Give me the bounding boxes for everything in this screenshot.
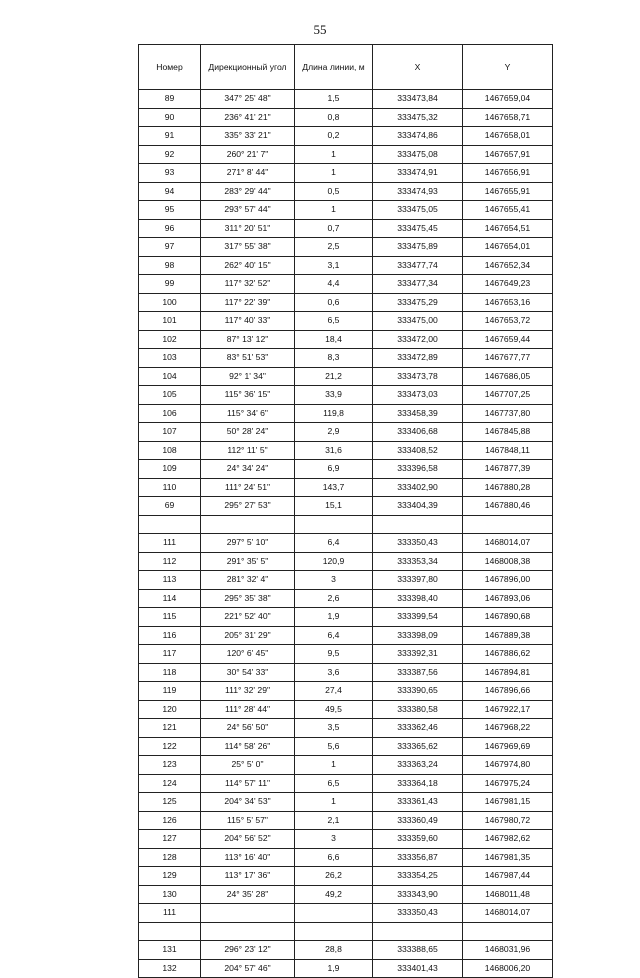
cell-line-length: 6,4 xyxy=(295,626,373,645)
cell-number: 117 xyxy=(139,645,201,664)
table-row xyxy=(139,663,553,682)
cell-bearing: 262° 40' 15" xyxy=(201,256,295,275)
cell-line-length xyxy=(295,515,373,534)
cell-x: 333387,56 xyxy=(373,663,463,682)
header-number: Номер xyxy=(139,45,201,90)
cell-line-length: 0,2 xyxy=(295,127,373,146)
cell-x: 333473,03 xyxy=(373,386,463,405)
cell-number: 114 xyxy=(139,589,201,608)
cell-y: 1467969,69 xyxy=(463,737,553,756)
cell-x: 333475,00 xyxy=(373,312,463,331)
cell-y: 1467658,01 xyxy=(463,127,553,146)
table-row xyxy=(139,552,553,571)
cell-y: 1467890,68 xyxy=(463,608,553,627)
table-row xyxy=(139,256,553,275)
cell-line-length: 6,4 xyxy=(295,534,373,553)
cell-x: 333472,00 xyxy=(373,330,463,349)
cell-y: 1467896,00 xyxy=(463,571,553,590)
cell-line-length: 120,9 xyxy=(295,552,373,571)
cell-number: 116 xyxy=(139,626,201,645)
cell-line-length: 2,5 xyxy=(295,238,373,257)
cell-x: 333390,65 xyxy=(373,682,463,701)
cell-bearing: 92° 1' 34" xyxy=(201,367,295,386)
cell-line-length: 49,5 xyxy=(295,700,373,719)
cell-x: 333365,62 xyxy=(373,737,463,756)
cell-y: 1468014,07 xyxy=(463,904,553,923)
table-row xyxy=(139,626,553,645)
cell-y: 1468006,20 xyxy=(463,959,553,978)
cell-bearing: 311° 20' 51" xyxy=(201,219,295,238)
table-row xyxy=(139,589,553,608)
cell-y: 1467845,88 xyxy=(463,423,553,442)
cell-x: 333472,89 xyxy=(373,349,463,368)
table-body xyxy=(139,90,553,978)
cell-x: 333392,31 xyxy=(373,645,463,664)
table-row xyxy=(139,941,553,960)
cell-line-length: 2,1 xyxy=(295,811,373,830)
cell-line-length: 3,6 xyxy=(295,663,373,682)
cell-line-length: 2,6 xyxy=(295,589,373,608)
table-row xyxy=(139,312,553,331)
table-row xyxy=(139,219,553,238)
cell-bearing: 297° 5' 10" xyxy=(201,534,295,553)
cell-x: 333354,25 xyxy=(373,867,463,886)
cell-number: 108 xyxy=(139,441,201,460)
table-row xyxy=(139,904,553,923)
cell-line-length: 3 xyxy=(295,571,373,590)
cell-line-length: 28,8 xyxy=(295,941,373,960)
cell-y: 1468014,07 xyxy=(463,534,553,553)
cell-bearing: 317° 55' 38" xyxy=(201,238,295,257)
cell-y: 1467987,44 xyxy=(463,867,553,886)
cell-bearing: 83° 51' 53" xyxy=(201,349,295,368)
cell-bearing: 117° 40' 33" xyxy=(201,312,295,331)
cell-number: 130 xyxy=(139,885,201,904)
cell-x: 333475,32 xyxy=(373,108,463,127)
cell-x: 333350,43 xyxy=(373,534,463,553)
cell-number: 113 xyxy=(139,571,201,590)
cell-y: 1467974,80 xyxy=(463,756,553,775)
cell-number: 91 xyxy=(139,127,201,146)
table-row xyxy=(139,848,553,867)
table-row xyxy=(139,201,553,220)
cell-number: 69 xyxy=(139,497,201,516)
cell-number: 96 xyxy=(139,219,201,238)
cell-line-length: 3,1 xyxy=(295,256,373,275)
cell-y: 1467896,66 xyxy=(463,682,553,701)
cell-number: 121 xyxy=(139,719,201,738)
cell-number: 106 xyxy=(139,404,201,423)
header-line-length: Длина линии, м xyxy=(295,45,373,90)
cell-y: 1467655,41 xyxy=(463,201,553,220)
cell-y: 1468008,38 xyxy=(463,552,553,571)
table-row xyxy=(139,922,553,941)
cell-number: 129 xyxy=(139,867,201,886)
cell-bearing xyxy=(201,922,295,941)
cell-x xyxy=(373,922,463,941)
cell-line-length: 1 xyxy=(295,793,373,812)
cell-number: 115 xyxy=(139,608,201,627)
cell-number: 120 xyxy=(139,700,201,719)
cell-bearing: 112° 11' 5" xyxy=(201,441,295,460)
cell-x: 333362,46 xyxy=(373,719,463,738)
cell-bearing: 271° 8' 44" xyxy=(201,164,295,183)
cell-y: 1467653,72 xyxy=(463,312,553,331)
table-row xyxy=(139,478,553,497)
cell-line-length: 143,7 xyxy=(295,478,373,497)
cell-bearing: 117° 32' 52" xyxy=(201,275,295,294)
cell-bearing: 283° 29' 44" xyxy=(201,182,295,201)
cell-line-length: 1 xyxy=(295,756,373,775)
cell-number: 107 xyxy=(139,423,201,442)
cell-bearing: 30° 54' 33" xyxy=(201,663,295,682)
table-row xyxy=(139,682,553,701)
cell-bearing: 113° 17' 36" xyxy=(201,867,295,886)
cell-bearing: 111° 32' 29" xyxy=(201,682,295,701)
cell-number: 131 xyxy=(139,941,201,960)
cell-y: 1467980,72 xyxy=(463,811,553,830)
cell-bearing: 24° 34' 24" xyxy=(201,460,295,479)
cell-number: 102 xyxy=(139,330,201,349)
cell-line-length: 18,4 xyxy=(295,330,373,349)
table-row xyxy=(139,645,553,664)
cell-y: 1467654,51 xyxy=(463,219,553,238)
cell-bearing: 335° 33' 21" xyxy=(201,127,295,146)
table-row xyxy=(139,885,553,904)
table-row xyxy=(139,145,553,164)
cell-bearing: 260° 21' 7" xyxy=(201,145,295,164)
cell-y: 1467659,44 xyxy=(463,330,553,349)
cell-y: 1467659,04 xyxy=(463,90,553,109)
cell-x: 333343,90 xyxy=(373,885,463,904)
table-row xyxy=(139,867,553,886)
cell-number: 127 xyxy=(139,830,201,849)
cell-number: 104 xyxy=(139,367,201,386)
cell-number: 123 xyxy=(139,756,201,775)
table-row xyxy=(139,127,553,146)
cell-y: 1467656,91 xyxy=(463,164,553,183)
cell-y: 1467737,80 xyxy=(463,404,553,423)
cell-y: 1467654,01 xyxy=(463,238,553,257)
table-row xyxy=(139,423,553,442)
cell-line-length: 119,8 xyxy=(295,404,373,423)
cell-x: 333397,80 xyxy=(373,571,463,590)
cell-bearing: 120° 6' 45" xyxy=(201,645,295,664)
cell-y: 1467886,62 xyxy=(463,645,553,664)
cell-line-length: 9,5 xyxy=(295,645,373,664)
cell-x: 333398,40 xyxy=(373,589,463,608)
cell-line-length: 6,5 xyxy=(295,774,373,793)
header-y: Y xyxy=(463,45,553,90)
cell-x: 333350,43 xyxy=(373,904,463,923)
table-row xyxy=(139,774,553,793)
cell-bearing: 115° 36' 15" xyxy=(201,386,295,405)
cell-x: 333458,39 xyxy=(373,404,463,423)
cell-y: 1467880,46 xyxy=(463,497,553,516)
cell-number: 89 xyxy=(139,90,201,109)
cell-x: 333475,05 xyxy=(373,201,463,220)
table-row xyxy=(139,515,553,534)
cell-number: 109 xyxy=(139,460,201,479)
cell-x: 333474,86 xyxy=(373,127,463,146)
cell-y: 1467652,34 xyxy=(463,256,553,275)
cell-line-length: 21,2 xyxy=(295,367,373,386)
cell-x: 333396,58 xyxy=(373,460,463,479)
cell-line-length xyxy=(295,922,373,941)
table-row xyxy=(139,238,553,257)
cell-x xyxy=(373,515,463,534)
cell-bearing: 204° 34' 53" xyxy=(201,793,295,812)
cell-x: 333408,52 xyxy=(373,441,463,460)
cell-y: 1467894,81 xyxy=(463,663,553,682)
table-row xyxy=(139,571,553,590)
cell-y: 1467889,38 xyxy=(463,626,553,645)
table-row xyxy=(139,90,553,109)
cell-bearing: 221° 52' 40" xyxy=(201,608,295,627)
cell-line-length: 33,9 xyxy=(295,386,373,405)
table-row xyxy=(139,811,553,830)
cell-line-length: 0,8 xyxy=(295,108,373,127)
cell-line-length: 1,9 xyxy=(295,608,373,627)
cell-y: 1467658,71 xyxy=(463,108,553,127)
table-row xyxy=(139,164,553,183)
cell-number: 126 xyxy=(139,811,201,830)
cell-line-length: 3,5 xyxy=(295,719,373,738)
cell-bearing: 115° 34' 6" xyxy=(201,404,295,423)
cell-line-length: 0,5 xyxy=(295,182,373,201)
cell-bearing: 114° 57' 11" xyxy=(201,774,295,793)
cell-y: 1468031,96 xyxy=(463,941,553,960)
cell-bearing: 281° 32' 4" xyxy=(201,571,295,590)
table-row xyxy=(139,719,553,738)
cell-line-length: 1 xyxy=(295,164,373,183)
cell-x: 333475,89 xyxy=(373,238,463,257)
cell-y: 1467975,24 xyxy=(463,774,553,793)
cell-number: 99 xyxy=(139,275,201,294)
cell-x: 333356,87 xyxy=(373,848,463,867)
cell-number: 90 xyxy=(139,108,201,127)
cell-bearing: 295° 35' 38" xyxy=(201,589,295,608)
cell-line-length: 2,9 xyxy=(295,423,373,442)
cell-y xyxy=(463,515,553,534)
table-row xyxy=(139,700,553,719)
cell-number: 118 xyxy=(139,663,201,682)
cell-x: 333474,93 xyxy=(373,182,463,201)
cell-y: 1467982,62 xyxy=(463,830,553,849)
cell-bearing: 111° 24' 51" xyxy=(201,478,295,497)
cell-y: 1468011,48 xyxy=(463,885,553,904)
cell-y: 1467877,39 xyxy=(463,460,553,479)
cell-y: 1467657,91 xyxy=(463,145,553,164)
table-row xyxy=(139,830,553,849)
cell-number: 93 xyxy=(139,164,201,183)
cell-x: 333473,78 xyxy=(373,367,463,386)
cell-number: 122 xyxy=(139,737,201,756)
cell-line-length: 4,4 xyxy=(295,275,373,294)
cell-number: 92 xyxy=(139,145,201,164)
table-row xyxy=(139,460,553,479)
cell-y: 1467981,35 xyxy=(463,848,553,867)
table-row xyxy=(139,534,553,553)
table-row xyxy=(139,330,553,349)
cell-x: 333406,68 xyxy=(373,423,463,442)
cell-bearing: 113° 16' 40" xyxy=(201,848,295,867)
cell-line-length: 49,2 xyxy=(295,885,373,904)
cell-y: 1467655,91 xyxy=(463,182,553,201)
cell-x: 333364,18 xyxy=(373,774,463,793)
cell-number: 119 xyxy=(139,682,201,701)
table-row xyxy=(139,793,553,812)
cell-line-length: 27,4 xyxy=(295,682,373,701)
cell-bearing: 111° 28' 44" xyxy=(201,700,295,719)
cell-bearing: 204° 56' 52" xyxy=(201,830,295,849)
cell-number: 112 xyxy=(139,552,201,571)
cell-x: 333473,84 xyxy=(373,90,463,109)
cell-x: 333398,09 xyxy=(373,626,463,645)
cell-number: 98 xyxy=(139,256,201,275)
cell-x: 333477,34 xyxy=(373,275,463,294)
cell-y: 1467968,22 xyxy=(463,719,553,738)
cell-bearing: 236° 41' 21" xyxy=(201,108,295,127)
page-number: 55 xyxy=(313,22,327,37)
cell-number: 111 xyxy=(139,534,201,553)
cell-line-length: 1 xyxy=(295,201,373,220)
coordinates-table xyxy=(138,44,553,978)
cell-number: 97 xyxy=(139,238,201,257)
cell-line-length: 31,6 xyxy=(295,441,373,460)
cell-x: 333360,49 xyxy=(373,811,463,830)
cell-number xyxy=(139,922,201,941)
cell-number: 132 xyxy=(139,959,201,978)
cell-y: 1467677,77 xyxy=(463,349,553,368)
table-row xyxy=(139,737,553,756)
cell-x: 333401,43 xyxy=(373,959,463,978)
cell-x: 333474,91 xyxy=(373,164,463,183)
cell-bearing xyxy=(201,515,295,534)
cell-bearing: 296° 23' 12" xyxy=(201,941,295,960)
cell-number: 105 xyxy=(139,386,201,405)
cell-bearing: 24° 35' 28" xyxy=(201,885,295,904)
cell-x: 333388,65 xyxy=(373,941,463,960)
cell-x: 333477,74 xyxy=(373,256,463,275)
cell-bearing: 24° 56' 50" xyxy=(201,719,295,738)
cell-y: 1467893,06 xyxy=(463,589,553,608)
header-row xyxy=(139,45,553,90)
cell-line-length: 8,3 xyxy=(295,349,373,368)
cell-number: 128 xyxy=(139,848,201,867)
table-row xyxy=(139,108,553,127)
cell-line-length: 15,1 xyxy=(295,497,373,516)
cell-line-length xyxy=(295,904,373,923)
cell-bearing: 25° 5' 0" xyxy=(201,756,295,775)
cell-line-length: 1 xyxy=(295,145,373,164)
cell-y: 1467922,17 xyxy=(463,700,553,719)
header-bearing: Дирекционный угол xyxy=(201,45,295,90)
cell-number: 124 xyxy=(139,774,201,793)
cell-number: 100 xyxy=(139,293,201,312)
cell-bearing: 295° 27' 53" xyxy=(201,497,295,516)
cell-x: 333361,43 xyxy=(373,793,463,812)
cell-bearing: 87° 13' 12" xyxy=(201,330,295,349)
table-row xyxy=(139,756,553,775)
cell-x: 333402,90 xyxy=(373,478,463,497)
cell-bearing: 293° 57' 44" xyxy=(201,201,295,220)
cell-bearing: 347° 25' 48" xyxy=(201,90,295,109)
cell-x: 333475,08 xyxy=(373,145,463,164)
cell-number: 94 xyxy=(139,182,201,201)
cell-number: 95 xyxy=(139,201,201,220)
cell-y: 1467686,05 xyxy=(463,367,553,386)
cell-x: 333475,29 xyxy=(373,293,463,312)
cell-y: 1467649,23 xyxy=(463,275,553,294)
cell-line-length: 6,9 xyxy=(295,460,373,479)
cell-number: 101 xyxy=(139,312,201,331)
cell-bearing: 117° 22' 39" xyxy=(201,293,295,312)
table-header xyxy=(139,45,553,90)
cell-number: 125 xyxy=(139,793,201,812)
cell-line-length: 6,6 xyxy=(295,848,373,867)
cell-number: 111 xyxy=(139,904,201,923)
cell-x: 333380,58 xyxy=(373,700,463,719)
cell-x: 333359,60 xyxy=(373,830,463,849)
cell-line-length: 1,5 xyxy=(295,90,373,109)
table-row xyxy=(139,293,553,312)
table-row xyxy=(139,349,553,368)
cell-y: 1467880,28 xyxy=(463,478,553,497)
cell-bearing: 205° 31' 29" xyxy=(201,626,295,645)
cell-line-length: 1,9 xyxy=(295,959,373,978)
cell-y: 1467653,16 xyxy=(463,293,553,312)
cell-x: 333404,39 xyxy=(373,497,463,516)
cell-bearing xyxy=(201,904,295,923)
cell-bearing: 115° 5' 57" xyxy=(201,811,295,830)
table-row xyxy=(139,367,553,386)
table-row xyxy=(139,497,553,516)
cell-x: 333475,45 xyxy=(373,219,463,238)
cell-number: 103 xyxy=(139,349,201,368)
cell-x: 333363,24 xyxy=(373,756,463,775)
cell-line-length: 3 xyxy=(295,830,373,849)
table-row xyxy=(139,182,553,201)
cell-number xyxy=(139,515,201,534)
cell-bearing: 291° 35' 5" xyxy=(201,552,295,571)
cell-bearing: 114° 58' 26" xyxy=(201,737,295,756)
cell-bearing: 50° 28' 24" xyxy=(201,423,295,442)
cell-y: 1467707,25 xyxy=(463,386,553,405)
cell-x: 333353,34 xyxy=(373,552,463,571)
table-row xyxy=(139,441,553,460)
table-row xyxy=(139,275,553,294)
cell-line-length: 6,5 xyxy=(295,312,373,331)
cell-line-length: 5,6 xyxy=(295,737,373,756)
table-row xyxy=(139,608,553,627)
header-x: X xyxy=(373,45,463,90)
table-row xyxy=(139,959,553,978)
cell-line-length: 26,2 xyxy=(295,867,373,886)
cell-x: 333399,54 xyxy=(373,608,463,627)
cell-bearing: 204° 57' 46" xyxy=(201,959,295,978)
cell-y: 1467848,11 xyxy=(463,441,553,460)
cell-y xyxy=(463,922,553,941)
cell-y: 1467981,15 xyxy=(463,793,553,812)
table-row xyxy=(139,386,553,405)
cell-number: 110 xyxy=(139,478,201,497)
cell-line-length: 0,6 xyxy=(295,293,373,312)
table-row xyxy=(139,404,553,423)
cell-line-length: 0,7 xyxy=(295,219,373,238)
